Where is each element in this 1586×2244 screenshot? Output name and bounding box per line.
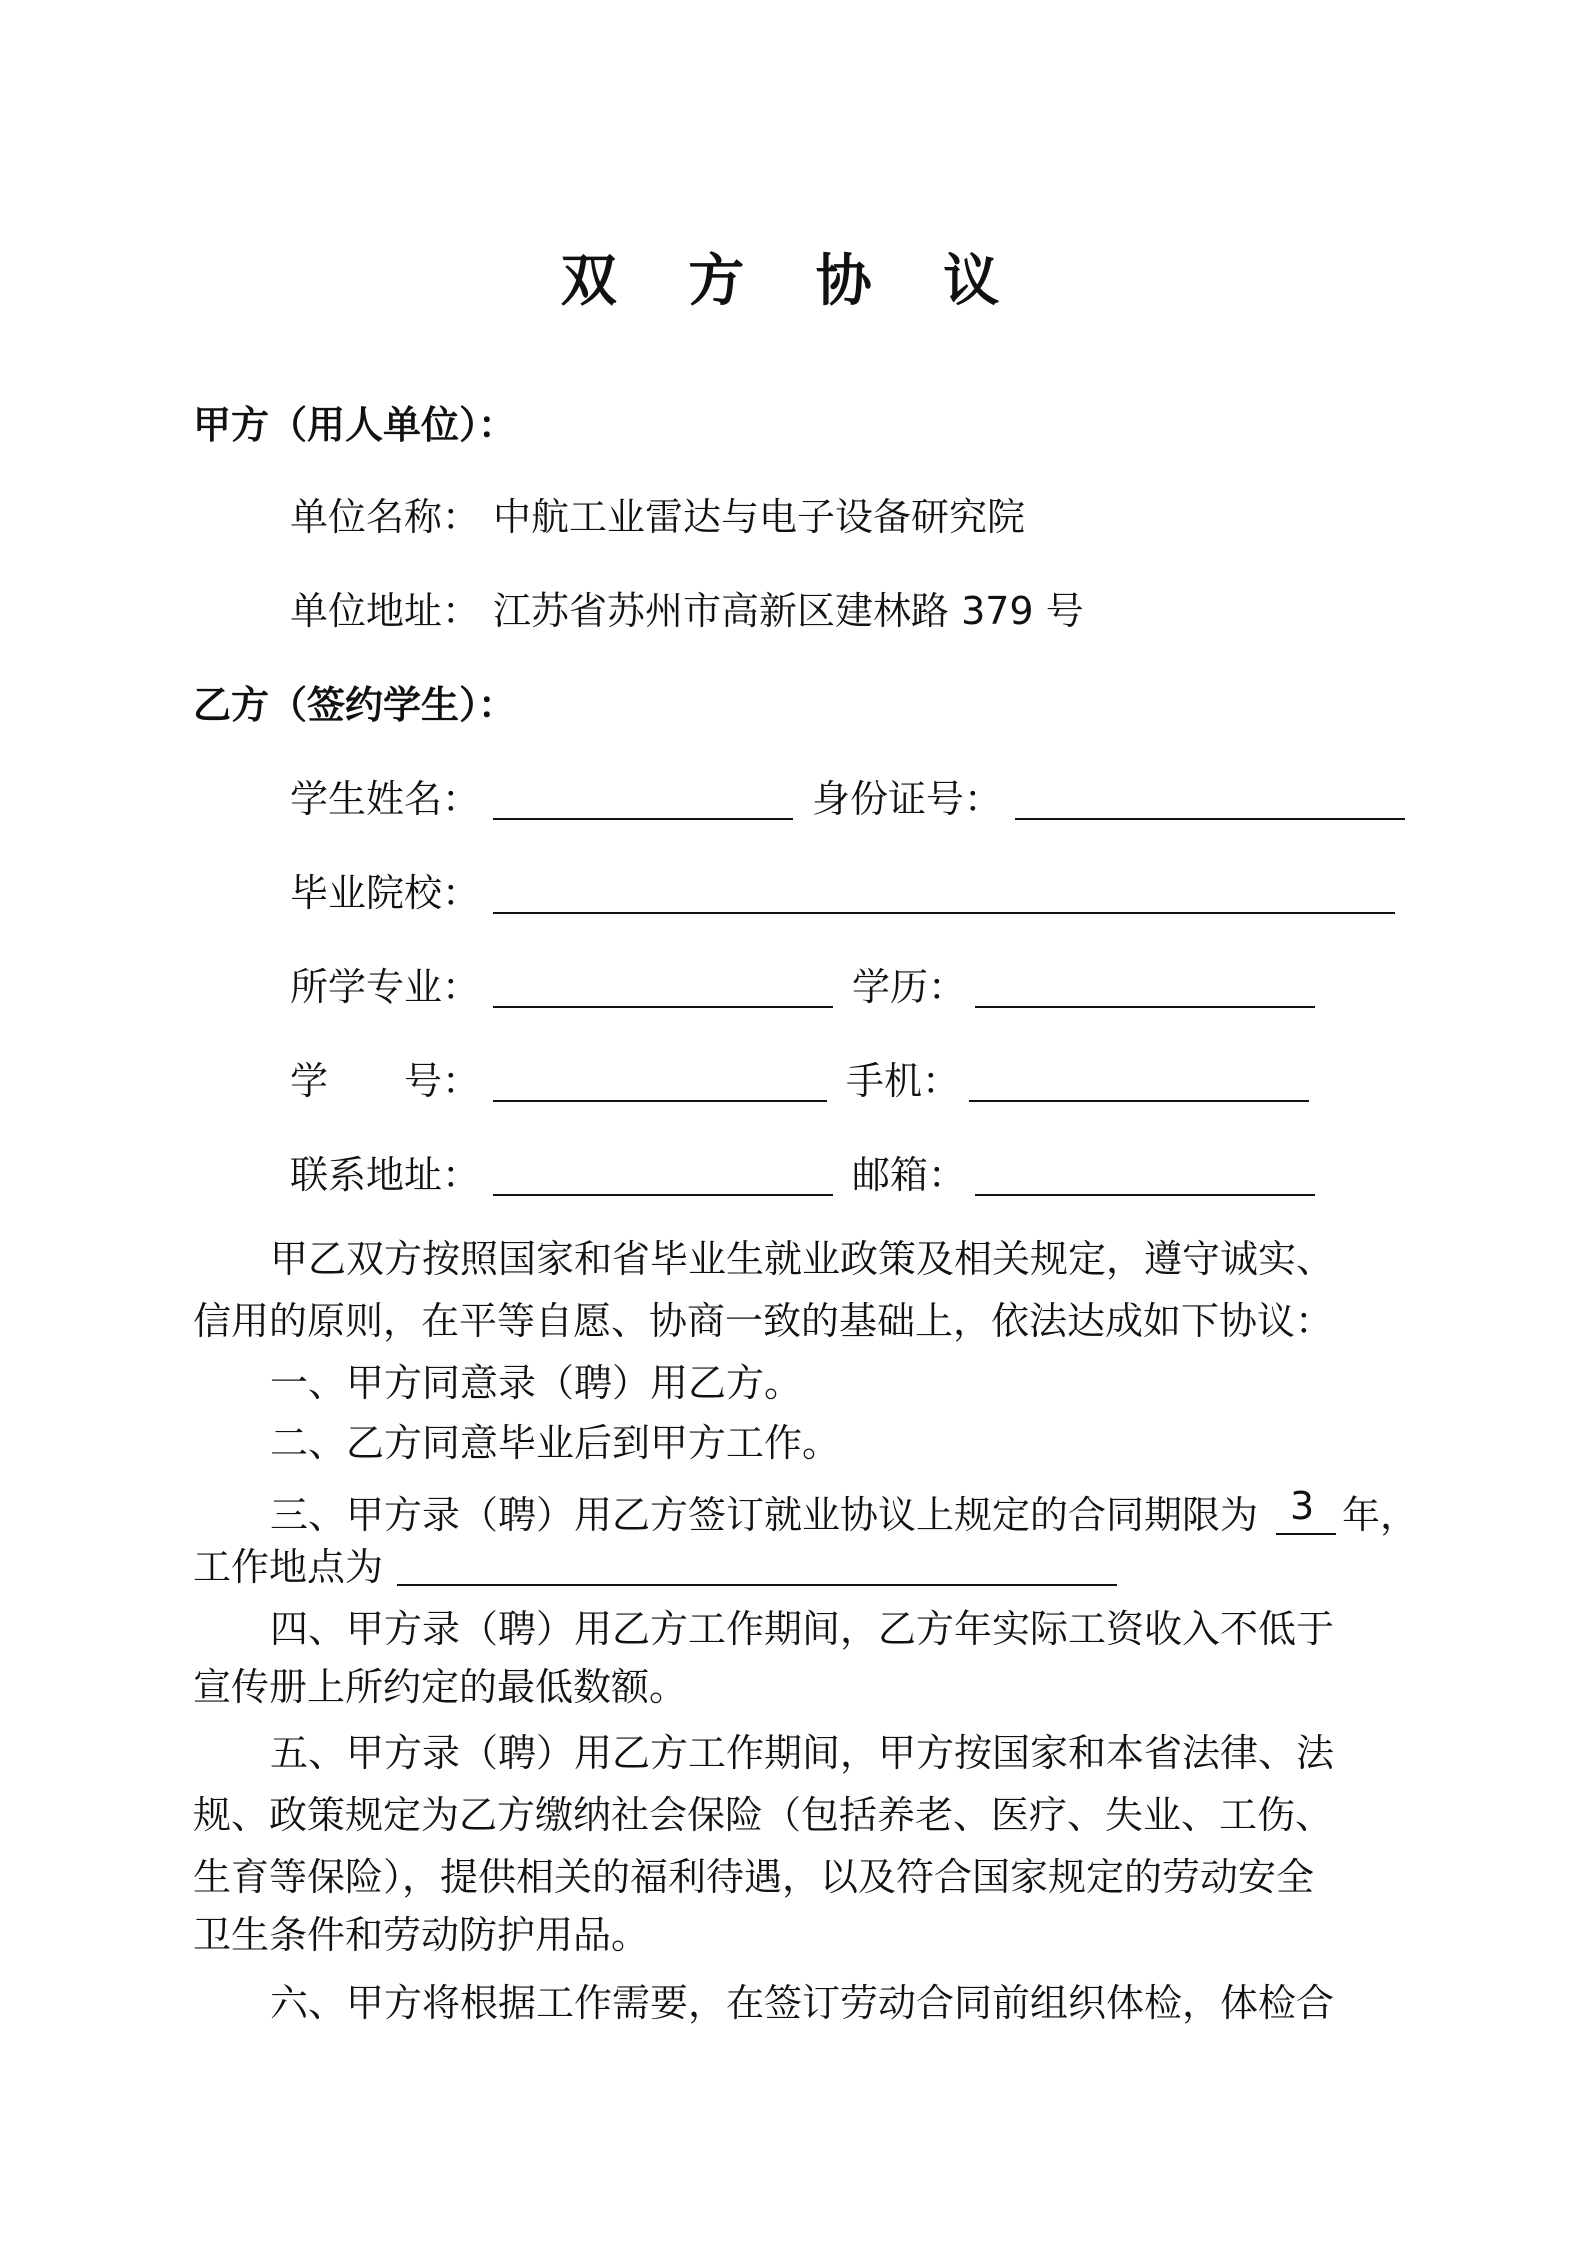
unit-name-label: 单位名称： bbox=[290, 495, 481, 539]
clause-5-line-1: 五、甲方录（聘）用乙方工作期间，甲方按国家和本省法律、法 bbox=[270, 1731, 1335, 1775]
contact-address-label: 联系地址： bbox=[290, 1153, 481, 1197]
clause-5-line-3: 生育等保险），提供相关的福利待遇，以及符合国家规定的劳动安全 bbox=[193, 1855, 1315, 1899]
school-field[interactable] bbox=[493, 912, 1395, 914]
clause-3-line-1: 三、甲方录（聘）用乙方签订就业协议上规定的合同期限为 bbox=[270, 1493, 1259, 1537]
contact-address-field[interactable] bbox=[493, 1194, 833, 1196]
major-field[interactable] bbox=[493, 1006, 833, 1008]
unit-address-label: 单位地址： bbox=[290, 589, 481, 633]
unit-address-value: 江苏省苏州市高新区建林路 379 号 bbox=[493, 589, 1084, 633]
clause-4-line-2: 宣传册上所约定的最低数额。 bbox=[193, 1665, 688, 1709]
contract-years-field[interactable] bbox=[1276, 1533, 1336, 1535]
degree-label: 学历： bbox=[852, 965, 967, 1009]
intro-line-1: 甲乙双方按照国家和省毕业生就业政策及相关规定，遵守诚实、 bbox=[270, 1237, 1335, 1281]
phone-label: 手机： bbox=[846, 1059, 961, 1103]
document-title: 双 方 协 议 bbox=[560, 249, 1026, 314]
student-name-field[interactable] bbox=[493, 818, 793, 820]
clause-2: 二、乙方同意毕业后到甲方工作。 bbox=[270, 1421, 841, 1465]
school-label: 毕业院校： bbox=[290, 871, 481, 915]
email-label: 邮箱： bbox=[852, 1153, 967, 1197]
clause-1: 一、甲方同意录（聘）用乙方。 bbox=[270, 1361, 803, 1405]
clause-3-line-2: 工作地点为 bbox=[193, 1545, 384, 1589]
email-field[interactable] bbox=[975, 1194, 1315, 1196]
id-number-field[interactable] bbox=[1015, 818, 1405, 820]
party-b-heading: 乙方（签约学生）： bbox=[193, 683, 517, 727]
id-number-label: 身份证号： bbox=[812, 777, 1003, 821]
student-name-label: 学生姓名： bbox=[290, 777, 481, 821]
student-number-field[interactable] bbox=[493, 1100, 827, 1102]
work-location-field[interactable] bbox=[397, 1584, 1117, 1586]
clause-5-line-4: 卫生条件和劳动防护用品。 bbox=[193, 1913, 650, 1957]
major-label: 所学专业： bbox=[290, 965, 481, 1009]
clause-6-line-1: 六、甲方将根据工作需要，在签订劳动合同前组织体检，体检合 bbox=[270, 1981, 1335, 2025]
student-number-label: 学 号： bbox=[290, 1059, 481, 1103]
degree-field[interactable] bbox=[975, 1006, 1315, 1008]
unit-name-value: 中航工业雷达与电子设备研究院 bbox=[493, 495, 1026, 539]
phone-field[interactable] bbox=[969, 1100, 1309, 1102]
contract-years-value: 3 bbox=[1290, 1484, 1315, 1528]
clause-5-line-2: 规、政策规定为乙方缴纳社会保险（包括养老、医疗、失业、工伤、 bbox=[193, 1793, 1334, 1837]
clause-4-line-1: 四、甲方录（聘）用乙方工作期间，乙方年实际工资收入不低于 bbox=[270, 1607, 1335, 1651]
intro-line-2: 信用的原则，在平等自愿、协商一致的基础上，依法达成如下协议： bbox=[193, 1299, 1334, 1343]
party-a-heading: 甲方（用人单位）： bbox=[193, 403, 517, 447]
contract-years-unit: 年， bbox=[1342, 1493, 1419, 1537]
